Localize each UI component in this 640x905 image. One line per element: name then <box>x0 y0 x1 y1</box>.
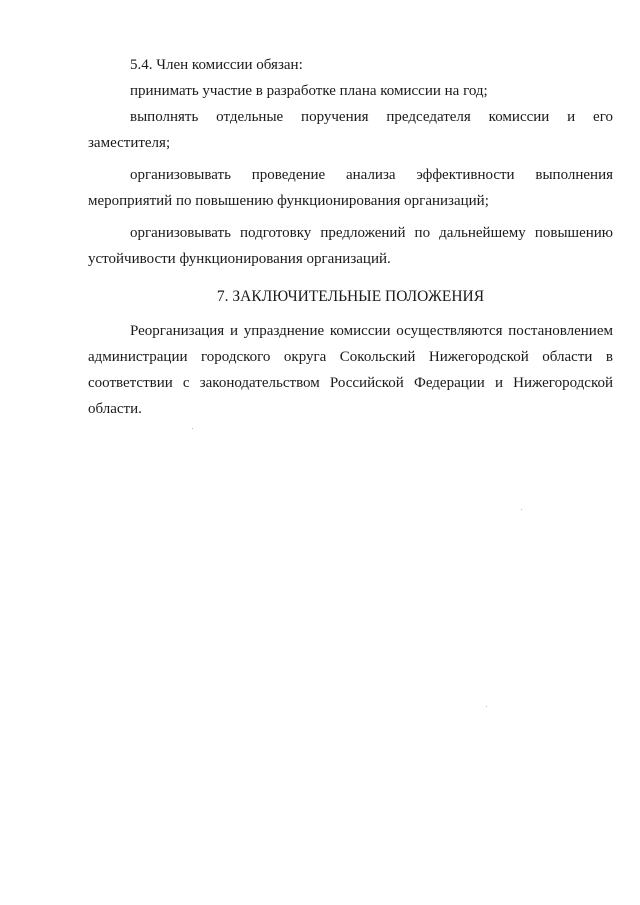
final-provisions-paragraph: Реорганизация и упразднение комиссии осуществляются постановлением администрации городского округа Сокольский Нижегородской области в соответствии с законодательством Российской Федерации и Нижегородской области. <box>88 323 613 417</box>
duty-organize-proposals: организовывать подготовку предложений по дальнейшему повышению устойчивости функционирования организаций. <box>88 225 613 267</box>
section-5-block <box>88 52 613 272</box>
scan-speck <box>486 706 487 707</box>
section-7-block <box>88 318 613 422</box>
duty-execute-orders: выполнять отдельные поручения председателя комиссии и его заместителя; <box>88 109 613 151</box>
clause-5-4-title: 5.4. Член комиссии обязан: <box>130 57 303 73</box>
duty-organize-analysis: организовывать проведение анализа эффективности выполнения мероприятий по повышению функционирования организаций; <box>88 167 613 209</box>
scan-speck <box>521 509 522 510</box>
section-7-heading: 7. ЗАКЛЮЧИТЕЛЬНЫЕ ПОЛОЖЕНИЯ <box>216 288 485 305</box>
duty-participate-plan: принимать участие в разработке плана комиссии на год; <box>130 83 488 99</box>
scan-speck <box>192 428 193 429</box>
